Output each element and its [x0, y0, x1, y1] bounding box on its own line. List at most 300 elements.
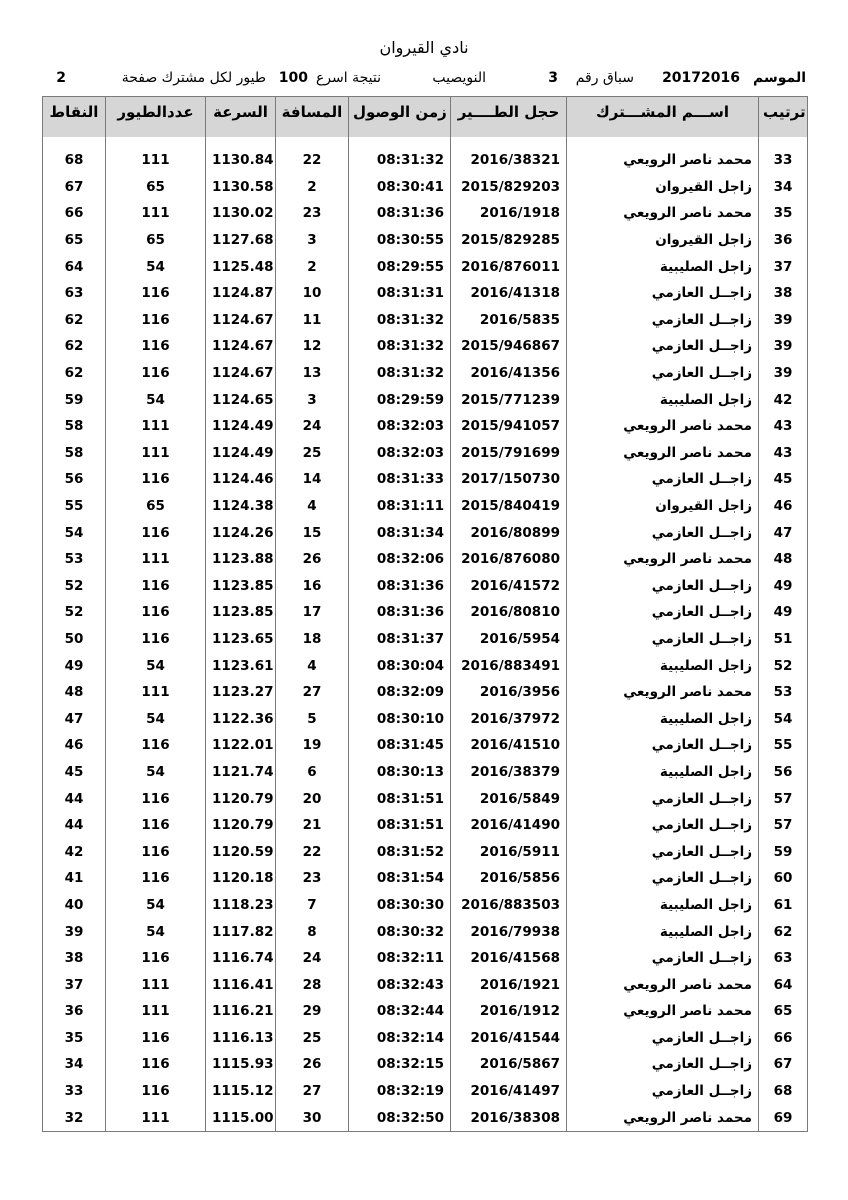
cell-speed: 1120.79 — [206, 812, 276, 839]
cell-speed: 1124.49 — [206, 413, 276, 440]
table-row — [43, 785, 808, 812]
cell-speed: 1130.58 — [206, 174, 276, 201]
table-row — [43, 732, 808, 759]
cell-ring: 2015/791699 — [451, 440, 567, 467]
cell-birds: 65 — [106, 493, 206, 520]
cell-ring: 2016/1921 — [451, 971, 567, 998]
cell-ring: 2016/876080 — [451, 546, 567, 573]
cell-distance: 21 — [276, 812, 349, 839]
cell-name: زاجل الصليبية — [567, 386, 759, 413]
cell-rank: 67 — [759, 1051, 808, 1078]
cell-ring: 2016/5911 — [451, 838, 567, 865]
result-label: نتيجة اسرع — [315, 70, 381, 86]
cell-rank: 55 — [759, 732, 808, 759]
cell-name: محمد ناصر الرويعي — [567, 1104, 759, 1131]
table-row — [43, 971, 808, 998]
table-row — [43, 892, 808, 919]
cell-rank: 33 — [759, 147, 808, 174]
cell-birds: 65 — [106, 227, 206, 254]
cell-ring: 2016/41544 — [451, 1025, 567, 1052]
cell-speed: 1124.67 — [206, 333, 276, 360]
cell-birds: 111 — [106, 971, 206, 998]
birds-count: 100 — [278, 70, 308, 86]
table-row — [43, 573, 808, 600]
cell-distance: 22 — [276, 147, 349, 174]
cell-distance: 5 — [276, 705, 349, 732]
cell-distance: 3 — [276, 386, 349, 413]
cell-time: 08:31:52 — [349, 838, 451, 865]
cell-time: 08:30:04 — [349, 652, 451, 679]
cell-points: 52 — [43, 599, 106, 626]
cell-birds: 111 — [106, 679, 206, 706]
cell-time: 08:31:45 — [349, 732, 451, 759]
table-row — [43, 626, 808, 653]
cell-distance: 30 — [276, 1104, 349, 1131]
cell-name: زاجل الصليبية — [567, 918, 759, 945]
cell-time: 08:31:11 — [349, 493, 451, 520]
table-row — [43, 918, 808, 945]
table-row — [43, 759, 808, 786]
cell-time: 08:30:55 — [349, 227, 451, 254]
cell-time: 08:31:36 — [349, 200, 451, 227]
cell-rank: 42 — [759, 386, 808, 413]
cell-birds: 116 — [106, 466, 206, 493]
cell-ring: 2016/5849 — [451, 785, 567, 812]
cell-rank: 38 — [759, 280, 808, 307]
cell-points: 50 — [43, 626, 106, 653]
cell-points: 37 — [43, 971, 106, 998]
cell-points: 41 — [43, 865, 106, 892]
page-number: 2 — [56, 70, 66, 86]
cell-birds: 65 — [106, 174, 206, 201]
cell-speed: 1116.13 — [206, 1025, 276, 1052]
cell-ring: 2015/941057 — [451, 413, 567, 440]
cell-points: 44 — [43, 812, 106, 839]
col-birds: عددالطيور — [106, 97, 206, 138]
cell-name: محمد ناصر الرويعي — [567, 440, 759, 467]
cell-rank: 46 — [759, 493, 808, 520]
cell-time: 08:31:54 — [349, 865, 451, 892]
cell-time: 08:30:10 — [349, 705, 451, 732]
col-points: النقاط — [43, 97, 106, 138]
cell-birds: 54 — [106, 652, 206, 679]
cell-rank: 39 — [759, 360, 808, 387]
cell-name: محمد ناصر الرويعي — [567, 998, 759, 1025]
cell-speed: 1127.68 — [206, 227, 276, 254]
cell-birds: 111 — [106, 546, 206, 573]
cell-rank: 59 — [759, 838, 808, 865]
cell-birds: 116 — [106, 599, 206, 626]
cell-name: محمد ناصر الرويعي — [567, 971, 759, 998]
table-row — [43, 466, 808, 493]
cell-ring: 2016/38308 — [451, 1104, 567, 1131]
cell-name: زاجــل العازمي — [567, 945, 759, 972]
cell-distance: 4 — [276, 493, 349, 520]
cell-name: زاجل الصليبية — [567, 705, 759, 732]
cell-name: محمد ناصر الرويعي — [567, 200, 759, 227]
cell-points: 65 — [43, 227, 106, 254]
table-row — [43, 998, 808, 1025]
cell-name: محمد ناصر الرويعي — [567, 147, 759, 174]
cell-name: زاجــل العازمي — [567, 599, 759, 626]
cell-distance: 15 — [276, 519, 349, 546]
table-row — [43, 519, 808, 546]
col-rank: ترتيب — [759, 97, 808, 138]
cell-points: 35 — [43, 1025, 106, 1052]
cell-distance: 23 — [276, 200, 349, 227]
table-row — [43, 227, 808, 254]
club-title: نادي القيروان — [379, 38, 469, 57]
cell-ring: 2016/5856 — [451, 865, 567, 892]
season-value: 20172016 — [662, 70, 740, 86]
cell-speed: 1124.49 — [206, 440, 276, 467]
cell-ring: 2015/840419 — [451, 493, 567, 520]
cell-speed: 1120.59 — [206, 838, 276, 865]
cell-birds: 111 — [106, 440, 206, 467]
cell-distance: 8 — [276, 918, 349, 945]
cell-points: 56 — [43, 466, 106, 493]
cell-distance: 18 — [276, 626, 349, 653]
cell-points: 44 — [43, 785, 106, 812]
cell-birds: 116 — [106, 573, 206, 600]
cell-distance: 6 — [276, 759, 349, 786]
cell-points: 34 — [43, 1051, 106, 1078]
cell-rank: 36 — [759, 227, 808, 254]
cell-points: 42 — [43, 838, 106, 865]
cell-birds: 54 — [106, 705, 206, 732]
race-info-line — [48, 70, 806, 90]
cell-speed: 1121.74 — [206, 759, 276, 786]
cell-name: زاجــل العازمي — [567, 307, 759, 334]
table-row — [43, 200, 808, 227]
cell-birds: 116 — [106, 360, 206, 387]
cell-ring: 2016/80899 — [451, 519, 567, 546]
cell-distance: 4 — [276, 652, 349, 679]
cell-rank: 56 — [759, 759, 808, 786]
table-row — [43, 1025, 808, 1052]
cell-rank: 52 — [759, 652, 808, 679]
cell-time: 08:31:32 — [349, 307, 451, 334]
cell-name: زاجــل العازمي — [567, 573, 759, 600]
cell-points: 54 — [43, 519, 106, 546]
cell-birds: 116 — [106, 280, 206, 307]
cell-time: 08:32:50 — [349, 1104, 451, 1131]
cell-distance: 25 — [276, 440, 349, 467]
cell-time: 08:32:09 — [349, 679, 451, 706]
cell-points: 62 — [43, 307, 106, 334]
cell-rank: 65 — [759, 998, 808, 1025]
table-row — [43, 440, 808, 467]
cell-time: 08:31:51 — [349, 785, 451, 812]
cell-birds: 116 — [106, 626, 206, 653]
cell-birds: 54 — [106, 253, 206, 280]
cell-time: 08:31:37 — [349, 626, 451, 653]
cell-distance: 11 — [276, 307, 349, 334]
table-row — [43, 546, 808, 573]
cell-birds: 111 — [106, 998, 206, 1025]
cell-points: 52 — [43, 573, 106, 600]
cell-time: 08:32:14 — [349, 1025, 451, 1052]
col-speed: السرعة — [206, 97, 276, 138]
cell-rank: 54 — [759, 705, 808, 732]
cell-rank: 69 — [759, 1104, 808, 1131]
cell-speed: 1120.18 — [206, 865, 276, 892]
cell-birds: 116 — [106, 1078, 206, 1105]
cell-time: 08:32:03 — [349, 440, 451, 467]
cell-speed: 1124.26 — [206, 519, 276, 546]
race-value: 3 — [548, 70, 558, 86]
cell-time: 08:31:34 — [349, 519, 451, 546]
cell-name: زاجــل العازمي — [567, 732, 759, 759]
cell-rank: 63 — [759, 945, 808, 972]
cell-rank: 39 — [759, 307, 808, 334]
cell-distance: 23 — [276, 865, 349, 892]
race-label: سباق رقم — [575, 70, 634, 86]
cell-ring: 2015/771239 — [451, 386, 567, 413]
cell-rank: 48 — [759, 546, 808, 573]
cell-speed: 1116.74 — [206, 945, 276, 972]
cell-ring: 2016/1912 — [451, 998, 567, 1025]
cell-points: 47 — [43, 705, 106, 732]
cell-points: 67 — [43, 174, 106, 201]
cell-name: محمد ناصر الرويعي — [567, 546, 759, 573]
cell-speed: 1124.67 — [206, 360, 276, 387]
cell-time: 08:31:32 — [349, 333, 451, 360]
cell-distance: 13 — [276, 360, 349, 387]
cell-speed: 1115.93 — [206, 1051, 276, 1078]
cell-name: زاجل القيروان — [567, 227, 759, 254]
cell-distance: 17 — [276, 599, 349, 626]
cell-ring: 2016/41490 — [451, 812, 567, 839]
cell-time: 08:32:43 — [349, 971, 451, 998]
cell-name: زاجــل العازمي — [567, 280, 759, 307]
cell-ring: 2016/41510 — [451, 732, 567, 759]
cell-points: 66 — [43, 200, 106, 227]
col-ring: حجل الطــــير — [451, 97, 567, 138]
cell-time: 08:31:51 — [349, 812, 451, 839]
cell-time: 08:31:32 — [349, 147, 451, 174]
cell-speed: 1118.23 — [206, 892, 276, 919]
cell-rank: 43 — [759, 440, 808, 467]
cell-speed: 1123.88 — [206, 546, 276, 573]
cell-birds: 116 — [106, 1025, 206, 1052]
cell-points: 64 — [43, 253, 106, 280]
cell-birds: 111 — [106, 1104, 206, 1131]
table-row — [43, 1078, 808, 1105]
cell-ring: 2016/5835 — [451, 307, 567, 334]
table-row — [43, 652, 808, 679]
cell-ring: 2016/38379 — [451, 759, 567, 786]
cell-time: 08:32:11 — [349, 945, 451, 972]
cell-distance: 2 — [276, 253, 349, 280]
cell-birds: 116 — [106, 945, 206, 972]
cell-birds: 111 — [106, 147, 206, 174]
cell-time: 08:30:30 — [349, 892, 451, 919]
table-row — [43, 812, 808, 839]
cell-points: 32 — [43, 1104, 106, 1131]
cell-birds: 116 — [106, 519, 206, 546]
cell-ring: 2016/876011 — [451, 253, 567, 280]
cell-name: زاجــل العازمي — [567, 333, 759, 360]
cell-speed: 1123.85 — [206, 599, 276, 626]
cell-distance: 14 — [276, 466, 349, 493]
cell-name: زاجــل العازمي — [567, 360, 759, 387]
cell-points: 40 — [43, 892, 106, 919]
cell-time: 08:30:41 — [349, 174, 451, 201]
cell-birds: 54 — [106, 386, 206, 413]
cell-name: زاجــل العازمي — [567, 812, 759, 839]
cell-points: 63 — [43, 280, 106, 307]
cell-distance: 24 — [276, 413, 349, 440]
table-row — [43, 1051, 808, 1078]
cell-distance: 7 — [276, 892, 349, 919]
table-row — [43, 253, 808, 280]
cell-points: 39 — [43, 918, 106, 945]
cell-rank: 64 — [759, 971, 808, 998]
cell-rank: 60 — [759, 865, 808, 892]
cell-distance: 28 — [276, 971, 349, 998]
cell-speed: 1123.61 — [206, 652, 276, 679]
cell-ring: 2016/5954 — [451, 626, 567, 653]
table-row — [43, 386, 808, 413]
cell-speed: 1124.46 — [206, 466, 276, 493]
cell-rank: 57 — [759, 785, 808, 812]
cell-points: 38 — [43, 945, 106, 972]
cell-time: 08:31:36 — [349, 573, 451, 600]
cell-birds: 116 — [106, 838, 206, 865]
cell-distance: 10 — [276, 280, 349, 307]
cell-time: 08:30:13 — [349, 759, 451, 786]
cell-points: 58 — [43, 413, 106, 440]
cell-ring: 2015/829203 — [451, 174, 567, 201]
cell-distance: 26 — [276, 1051, 349, 1078]
table-row — [43, 1104, 808, 1131]
cell-time: 08:29:55 — [349, 253, 451, 280]
cell-name: زاجل القيروان — [567, 493, 759, 520]
cell-points: 36 — [43, 998, 106, 1025]
cell-name: زاجــل العازمي — [567, 626, 759, 653]
cell-distance: 26 — [276, 546, 349, 573]
cell-distance: 20 — [276, 785, 349, 812]
cell-name: زاجل الصليبية — [567, 253, 759, 280]
cell-birds: 116 — [106, 732, 206, 759]
table-row — [43, 599, 808, 626]
cell-ring: 2016/38321 — [451, 147, 567, 174]
cell-distance: 16 — [276, 573, 349, 600]
cell-distance: 24 — [276, 945, 349, 972]
cell-rank: 61 — [759, 892, 808, 919]
cell-name: زاجــل العازمي — [567, 1051, 759, 1078]
cell-time: 08:32:15 — [349, 1051, 451, 1078]
cell-birds: 54 — [106, 918, 206, 945]
table-row — [43, 360, 808, 387]
cell-rank: 51 — [759, 626, 808, 653]
cell-name: زاجــل العازمي — [567, 466, 759, 493]
table-row — [43, 333, 808, 360]
cell-speed: 1124.38 — [206, 493, 276, 520]
table-row — [43, 865, 808, 892]
cell-distance: 27 — [276, 679, 349, 706]
race-type: النويصيب — [432, 70, 486, 86]
cell-speed: 1125.48 — [206, 253, 276, 280]
cell-rank: 37 — [759, 253, 808, 280]
cell-rank: 34 — [759, 174, 808, 201]
cell-birds: 116 — [106, 333, 206, 360]
cell-points: 55 — [43, 493, 106, 520]
cell-ring: 2016/3956 — [451, 679, 567, 706]
cell-points: 49 — [43, 652, 106, 679]
cell-ring: 2016/5867 — [451, 1051, 567, 1078]
season-label: الموسم — [753, 70, 806, 86]
cell-points: 46 — [43, 732, 106, 759]
cell-time: 08:32:44 — [349, 998, 451, 1025]
cell-distance: 12 — [276, 333, 349, 360]
cell-rank: 53 — [759, 679, 808, 706]
cell-name: زاجــل العازمي — [567, 865, 759, 892]
cell-points: 62 — [43, 360, 106, 387]
cell-points: 53 — [43, 546, 106, 573]
cell-ring: 2016/79938 — [451, 918, 567, 945]
cell-name: زاجل القيروان — [567, 174, 759, 201]
cell-name: زاجــل العازمي — [567, 1078, 759, 1105]
birds-rule: طيور لكل مشترك صفحة — [121, 70, 266, 86]
cell-time: 08:32:03 — [349, 413, 451, 440]
cell-name: محمد ناصر الرويعي — [567, 679, 759, 706]
cell-speed: 1116.21 — [206, 998, 276, 1025]
cell-rank: 39 — [759, 333, 808, 360]
cell-birds: 116 — [106, 865, 206, 892]
cell-distance: 3 — [276, 227, 349, 254]
cell-name: زاجل الصليبية — [567, 759, 759, 786]
cell-birds: 116 — [106, 1051, 206, 1078]
cell-time: 08:31:36 — [349, 599, 451, 626]
cell-ring: 2015/946867 — [451, 333, 567, 360]
cell-ring: 2016/41318 — [451, 280, 567, 307]
cell-points: 68 — [43, 147, 106, 174]
table-row — [43, 174, 808, 201]
cell-speed: 1130.84 — [206, 147, 276, 174]
cell-ring: 2016/1918 — [451, 200, 567, 227]
table-row — [43, 493, 808, 520]
cell-distance: 19 — [276, 732, 349, 759]
cell-distance: 22 — [276, 838, 349, 865]
cell-rank: 49 — [759, 573, 808, 600]
cell-ring: 2016/41356 — [451, 360, 567, 387]
col-name: اســـم المشـــترك — [567, 97, 759, 138]
table-row — [43, 945, 808, 972]
cell-speed: 1123.27 — [206, 679, 276, 706]
cell-name: زاجــل العازمي — [567, 785, 759, 812]
cell-speed: 1124.87 — [206, 280, 276, 307]
table-row — [43, 705, 808, 732]
cell-ring: 2016/41497 — [451, 1078, 567, 1105]
cell-ring: 2016/883491 — [451, 652, 567, 679]
cell-distance: 29 — [276, 998, 349, 1025]
table-row — [43, 413, 808, 440]
cell-name: زاجــل العازمي — [567, 519, 759, 546]
cell-name: زاجل الصليبية — [567, 652, 759, 679]
cell-distance: 25 — [276, 1025, 349, 1052]
cell-birds: 54 — [106, 759, 206, 786]
cell-birds: 116 — [106, 812, 206, 839]
table-row — [43, 280, 808, 307]
cell-points: 59 — [43, 386, 106, 413]
cell-ring: 2015/829285 — [451, 227, 567, 254]
table-header-row — [43, 97, 808, 138]
cell-name: زاجــل العازمي — [567, 838, 759, 865]
cell-speed: 1115.12 — [206, 1078, 276, 1105]
cell-birds: 54 — [106, 892, 206, 919]
